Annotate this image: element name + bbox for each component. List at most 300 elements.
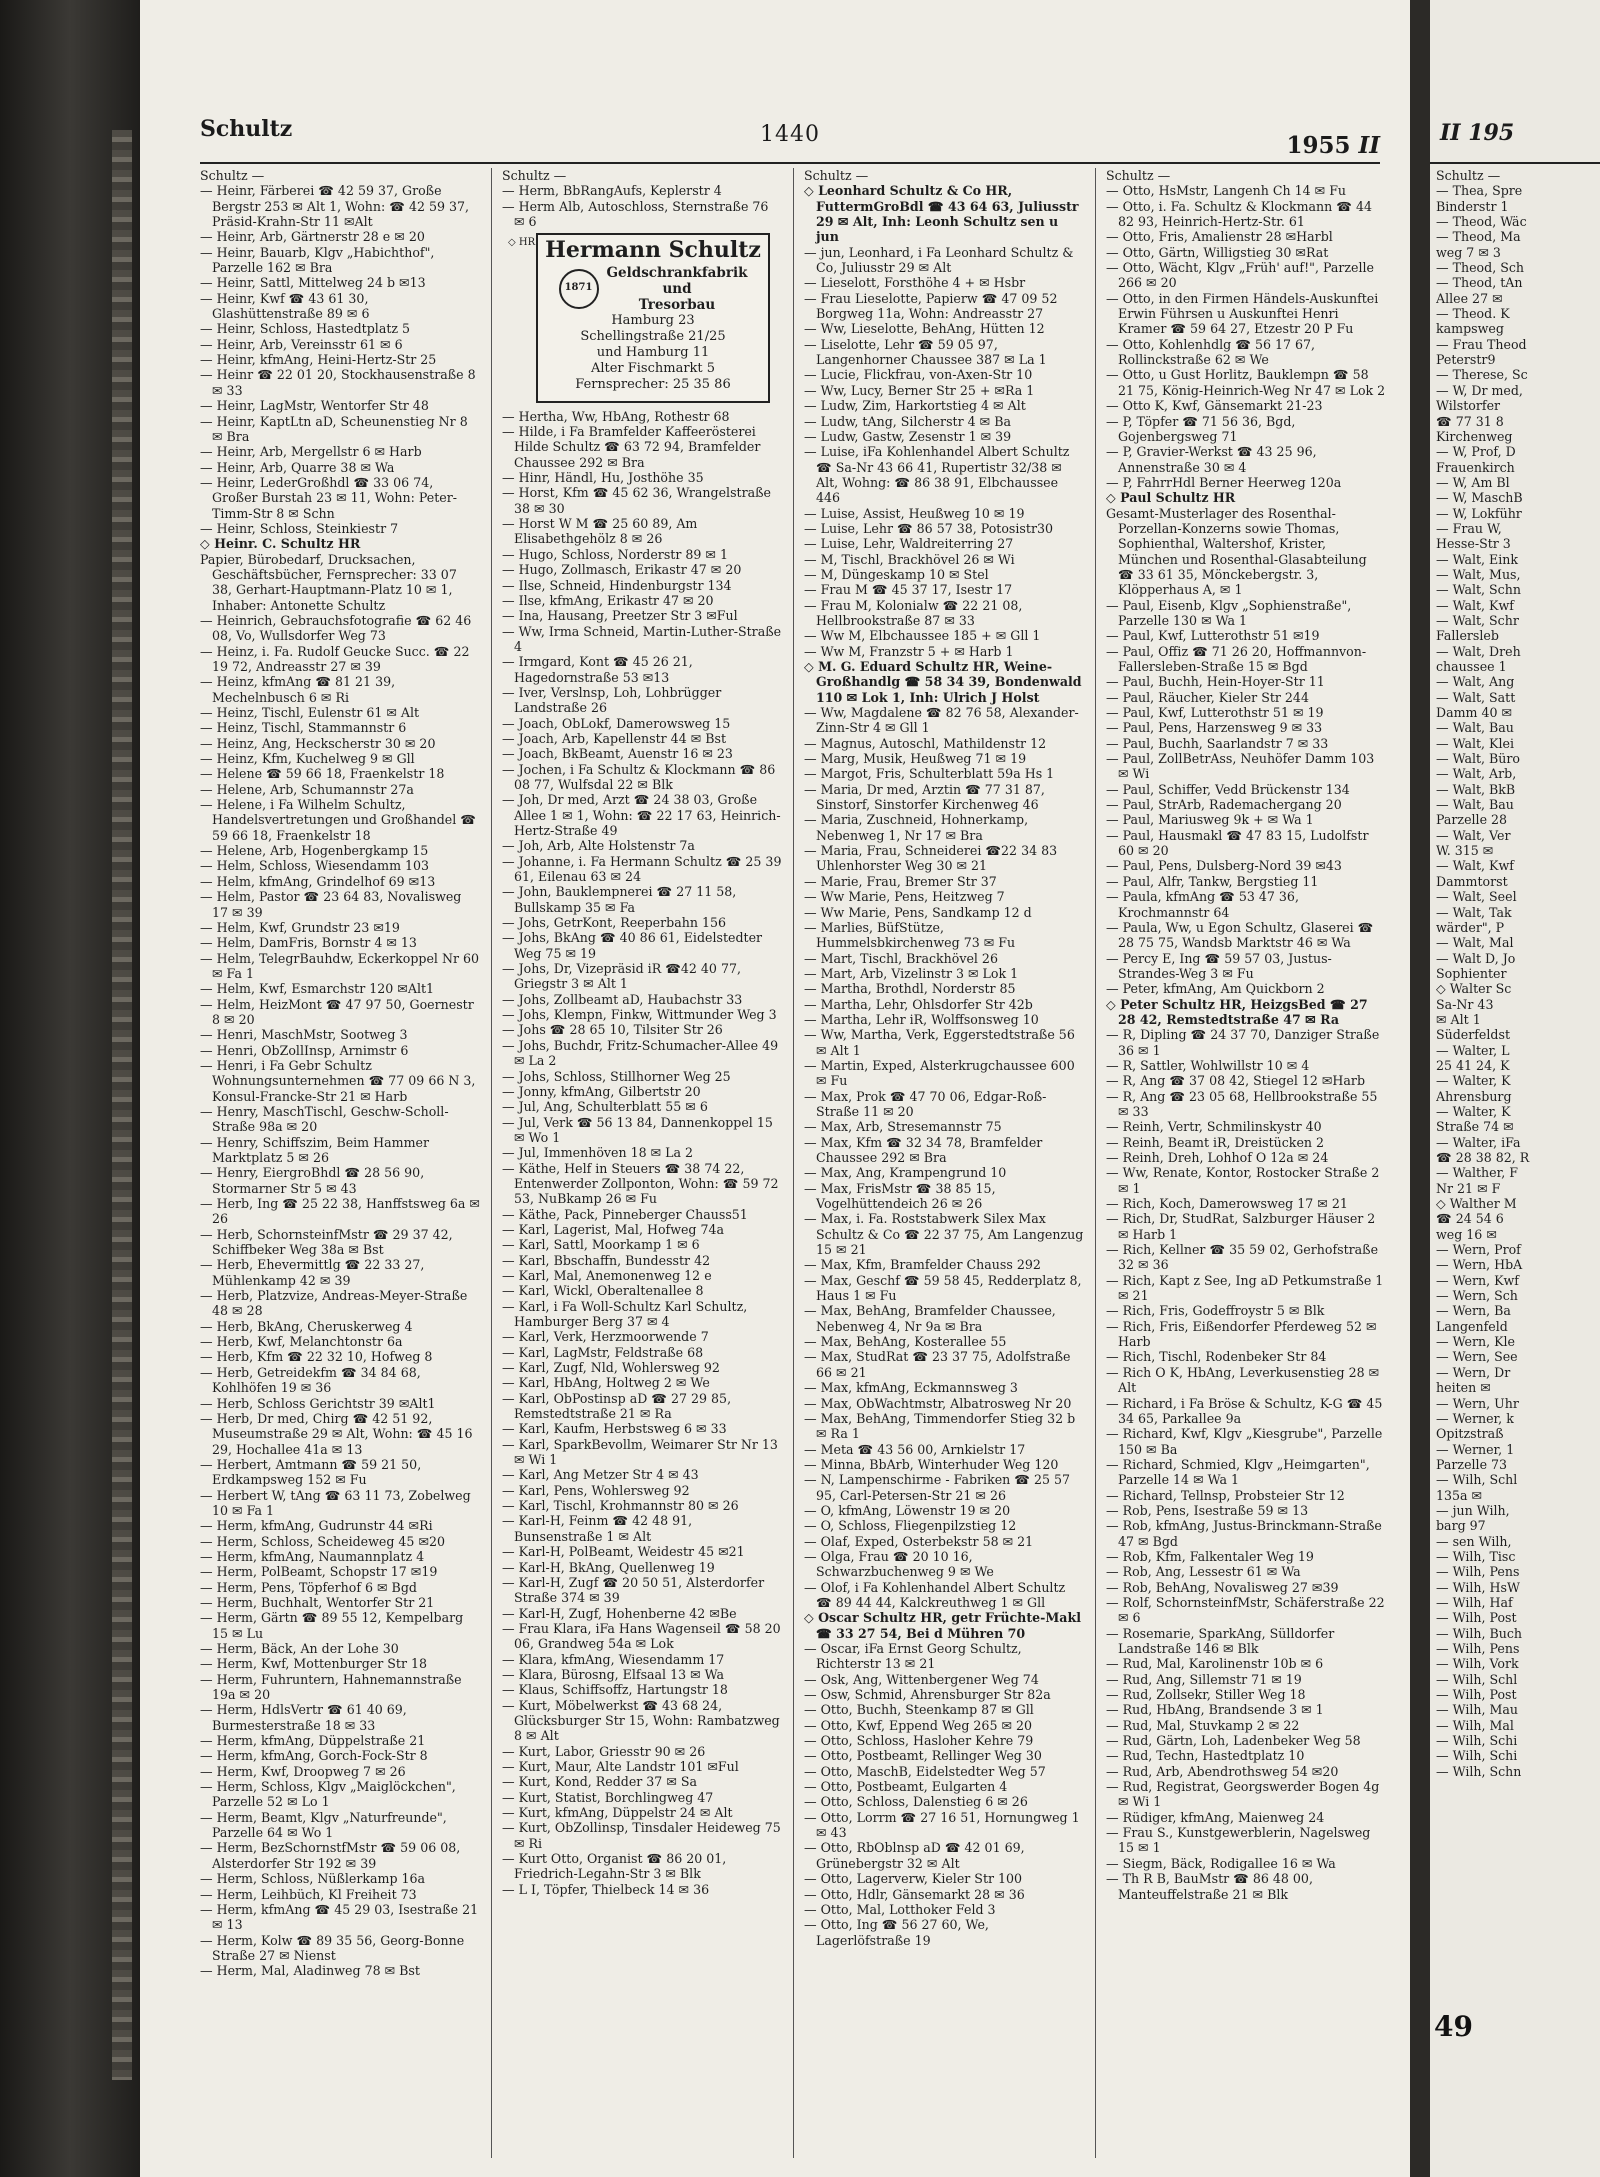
facing-page-line: — Wilh, Haf (1436, 1594, 1513, 1610)
facing-page-line: wärder", P (1436, 919, 1505, 935)
directory-entry: — Joh, Arb, Alte Holstenstr 7a (502, 838, 695, 854)
directory-entry: — Marie, Frau, Bremer Str 37 (804, 873, 997, 889)
directory-entry: Gesamt-Musterlager des Rosenthal-Porzellan-Konzerns sowie Thomas, Sophienthal, Waltershof, Krister, München und Rosenthal-Glasabteilung ☎ 33 61 35, Mönckebergstr. 3, Klöpperhaus A, ✉ 1 (1106, 505, 1367, 598)
directory-entry: — Herm, Schloss, Nüßlerkamp 16a (200, 1871, 426, 1887)
ad-city1: Hamburg 23 (611, 312, 695, 328)
directory-entry: — Olof, i Fa Kohlenhandel Albert Schultz ☎ 89 44 44, Kalckreuthweg 1 ✉ Gll (804, 1579, 1066, 1610)
directory-entry: — Rosemarie, SparkAng, Sülldorfer Landstraße 146 ✉ Blk (1106, 1625, 1335, 1656)
advertisement-box (508, 233, 770, 402)
facing-page-line: — Walt, Schn (1436, 582, 1521, 598)
directory-entry: — Heinr, kfmAng, Heini-Hertz-Str 25 (200, 352, 437, 368)
directory-entry: — Otto, Hdlr, Gänsemarkt 28 ✉ 36 (804, 1886, 1025, 1902)
directory-entry: — Paul, Kwf, Lutterothstr 51 ✉ 19 (1106, 705, 1324, 721)
directory-entry: — Johanne, i. Fa Hermann Schultz ☎ 25 39 61, Eilenau 63 ✉ 24 (502, 853, 782, 885)
directory-entry: Schultz — (502, 168, 567, 183)
directory-entry: — Karl, Sattl, Moorkamp 1 ✉ 6 (502, 1237, 700, 1253)
facing-page-line: — Walt, Kwf (1436, 858, 1514, 874)
directory-entry: — Herb, Schloss Gerichtstr 39 ✉Alt1 (200, 1395, 436, 1411)
facing-page-line: — Walt, Arb, (1436, 766, 1517, 782)
directory-entry: — Helm, Schloss, Wiesendamm 103 (200, 858, 430, 874)
directory-entry: — Karl, LagMstr, Feldstraße 68 (502, 1344, 704, 1360)
directory-entry: — Helm, Pastor ☎ 23 64 83, Novalisweg 17 ✉ 39 (200, 889, 462, 920)
directory-entry: Papier, Bürobedarf, Drucksachen, Geschäftsbücher, Fernsprecher: 33 07 38, Gerhart-Hauptmann-Platz 10 ✉ 1, Inhaber: Antonette Schultz (200, 551, 457, 613)
facing-page-line: — Wern, See (1436, 1349, 1518, 1365)
directory-entry: — Herm, Kolw ☎ 89 35 56, Georg-Bonne Straße 27 ✉ Nienst (200, 1932, 465, 1963)
directory-entry: — Liselotte, Lehr ☎ 59 05 97, Langenhorner Chaussee 387 ✉ La 1 (804, 336, 1047, 368)
directory-entry: — Herm, Buchhalt, Wentorfer Str 21 (200, 1594, 435, 1610)
facing-page-line: ☎ 77 31 8 (1436, 413, 1504, 429)
directory-entry: — Mart, Tischl, Brackhövel 26 (804, 950, 998, 966)
directory-entry: — Mart, Arb, Vizelinstr 3 ✉ Lok 1 (804, 965, 1019, 981)
facing-page-line: — W, Prof, D (1436, 444, 1516, 460)
directory-entry: — Helene ☎ 59 66 18, Fraenkelstr 18 (200, 766, 445, 782)
facing-page-line: — Walt, Mal (1436, 935, 1514, 951)
facing-page-line: — Wern, Kle (1436, 1334, 1515, 1350)
directory-entry: — Percy E, Ing ☎ 59 57 03, Justus-Strandes-Weg 3 ✉ Fu (1106, 950, 1332, 981)
facing-page-line: — Walt, Seel (1436, 889, 1517, 905)
directory-entry: — Paul, Kwf, Lutterothstr 51 ✉19 (1106, 628, 1320, 644)
directory-entry: — Kurt, Statist, Borchlingweg 47 (502, 1789, 714, 1805)
facing-page-line: — Walt, Ang (1436, 674, 1515, 690)
facing-page-line: — Therese, Sc (1436, 367, 1528, 383)
directory-entry: — Herm, PolBeamt, Schopstr 17 ✉19 (200, 1564, 438, 1580)
facing-page-line: — Wern, Prof (1436, 1242, 1521, 1258)
directory-entry: — Kurt, kfmAng, Düppelstr 24 ✉ Alt (502, 1805, 733, 1820)
directory-entry: — Paul, Buchh, Hein-Hoyer-Str 11 (1106, 674, 1325, 690)
directory-entry: — Rich, Kellner ☎ 35 59 02, Gerhofstraße 32 ✉ 36 (1106, 1242, 1379, 1273)
directory-entry: — Johs, Klempn, Finkw, Wittmunder Weg 3 (502, 1007, 777, 1023)
directory-entry: — Max, BehAng, Kosterallee 55 (804, 1334, 1007, 1350)
directory-entry: — Johs, Buchdr, Fritz-Schumacher-Allee 49 ✉ La 2 (502, 1037, 779, 1069)
directory-entry: — Karl-H, Zugf, Hohenberne 42 ✉Be (502, 1605, 737, 1621)
facing-page-line: — W, Dr med, (1436, 382, 1523, 398)
directory-entry: — Otto, RbOblnsp aD ☎ 42 01 69, Grünebergstr 32 ✉ Alt (804, 1840, 1025, 1871)
directory-entry: — M, Düngeskamp 10 ✉ Stel (804, 566, 989, 582)
facing-page-line: — Werner, k (1436, 1410, 1514, 1426)
directory-entry: — Ludw, Gastw, Zesenstr 1 ✉ 39 (804, 428, 1012, 444)
directory-entry: — Magnus, Autoschl, Mathildenstr 12 (804, 735, 1047, 751)
directory-entry: — Ilse, Schneid, Hindenburgstr 134 (502, 577, 732, 593)
ad-phone: Fernsprecher: 25 35 86 (575, 376, 731, 392)
facing-page-line: — Walt D, Jo (1436, 950, 1516, 966)
facing-page-line: ☎ 24 54 6 (1436, 1211, 1504, 1227)
facing-page-line: — Theod, tAn (1436, 275, 1523, 291)
facing-page-line: Kirchenweg (1436, 428, 1513, 444)
facing-page-line: — Walt, Eink (1436, 551, 1519, 567)
directory-entry: — N, Lampenschirme - Fabriken ☎ 25 57 95, Carl-Petersen-Str 21 ✉ 26 (804, 1472, 1071, 1503)
facing-page-line: — Walt, Mus, (1436, 566, 1521, 582)
directory-entry: — Paul, Offiz ☎ 71 26 20, Hoffmannvon-Fallersleben-Straße 15 ✉ Bgd (1106, 643, 1367, 674)
directory-entry: — Rich, Fris, Eißendorfer Pferdeweg 52 ✉ Harb (1106, 1318, 1377, 1350)
directory-page (140, 0, 1410, 2177)
ad-line2: und (662, 280, 692, 297)
directory-entry: — Herb, SchornsteinfMstr ☎ 29 37 42, Schiffbeker Weg 38a ✉ Bst (200, 1226, 453, 1258)
facing-page-line: — Wilh, Mau (1436, 1702, 1519, 1718)
directory-entry: — Rud, Gärtn, Loh, Ladenbeker Weg 58 (1106, 1733, 1361, 1749)
directory-entry: — Helm, Kwf, Esmarchstr 120 ✉Alt1 (200, 981, 435, 997)
directory-entry: — Meta ☎ 43 56 00, Arnkielstr 17 (804, 1441, 1026, 1457)
facing-page-line: — Wern, Dr (1436, 1364, 1511, 1380)
directory-entry: — Max, Geschf ☎ 59 58 45, Redderplatz 8, Haus 1 ✉ Fu (804, 1272, 1082, 1304)
facing-page-line: — Theod, Ma (1436, 229, 1521, 245)
facing-page-line: — Walt, BkB (1436, 781, 1516, 797)
directory-entry: — Otto, MaschB, Eidelstedter Weg 57 (804, 1763, 1046, 1779)
directory-entry: — Otto, Wächt, Klgv „Früh' auf!", Parzelle 266 ✉ 20 (1106, 260, 1374, 291)
directory-entry: — Joach, BkBeamt, Auenstr 16 ✉ 23 (502, 746, 733, 762)
directory-entry: — Klara, Bürosng, Elfsaal 13 ✉ Wa (502, 1666, 725, 1682)
directory-entry: — Otto K, Kwf, Gänsemarkt 21-23 (1106, 398, 1323, 414)
directory-entry: — Henri, ObZollInsp, Arnimstr 6 (200, 1042, 409, 1058)
directory-entry: — Ww, Martha, Verk, Eggerstedtstraße 56 ✉ Alt 1 (804, 1027, 1075, 1058)
directory-entry: — Ww M, Franzstr 5 + ✉ Harb 1 (804, 643, 1014, 659)
directory-entry: — Karl, SparkBevollm, Weimarer Str Nr 13 ✉ Wi 1 (502, 1436, 778, 1468)
facing-page-line: — Frau W, (1436, 520, 1502, 536)
facing-page-line: — Wilh, Schi (1436, 1748, 1518, 1764)
facing-page-line: 25 41 24, K (1436, 1057, 1510, 1073)
directory-entry: — Heinz, Ang, Heckscherstr 30 ✉ 20 (200, 735, 436, 751)
directory-entry: — Olga, Frau ☎ 20 10 16, Schwarzbuchenweg 9 ✉ We (804, 1548, 994, 1580)
facing-page-line: — Theod, Sch (1436, 260, 1525, 276)
directory-entry: — Ww, Magdalene ☎ 82 76 58, Alexander-Zinn-Str 4 ✉ Gll 1 (804, 705, 1079, 736)
book-spine-edge (0, 0, 140, 2177)
directory-entry: — Iver, Verslnsp, Loh, Lohbrügger Landstraße 26 (502, 684, 722, 716)
directory-entry: — Kurt, Kond, Redder 37 ✉ Sa (502, 1774, 698, 1790)
directory-entry: — Karl, Ang Metzer Str 4 ✉ 43 (502, 1467, 699, 1483)
directory-entry: — Max, Kfm ☎ 32 34 78, Bramfelder Chaussee 292 ✉ Bra (804, 1134, 1043, 1165)
directory-entry: ◇ Paul Schultz HR (1106, 490, 1236, 506)
facing-page-line: — Wern, Sch (1436, 1288, 1518, 1304)
directory-entry: — Maria, Frau, Schneiderei ☎22 34 83 Uhlenhorster Weg 30 ✉ 21 (804, 843, 1058, 874)
directory-entry: — Kurt, ObZollinsp, Tinsdaler Heideweg 75 ✉ Ri (502, 1820, 781, 1851)
directory-entry: — Helm, DamFris, Bornstr 4 ✉ 13 (200, 935, 417, 951)
directory-entry: — Horst, Kfm ☎ 45 62 36, Wrangelstraße 38 ✉ 30 (502, 485, 771, 516)
directory-entry: — Ww, Irma Schneid, Martin-Luther-Straße 4 (502, 623, 782, 654)
directory-entry: — Heinr, Arb, Quarre 38 ✉ Wa (200, 459, 395, 475)
directory-entry: — Rud, Mal, Karolinenstr 10b ✉ 6 (1106, 1656, 1324, 1672)
facing-page-line: 135a ✉ (1436, 1487, 1483, 1503)
directory-entry: — Richard, Schmied, Klgv „Heimgarten", Parzelle 14 ✉ Wa 1 (1106, 1456, 1370, 1488)
directory-entry: — Karl, Lagerist, Mal, Hofweg 74a (502, 1221, 725, 1237)
directory-entry: ◇ Heinr. C. Schultz HR (200, 536, 361, 552)
facing-page-line: Süderfeldst (1436, 1027, 1511, 1043)
directory-entry: — Hertha, Ww, HbAng, Rothestr 68 (502, 408, 730, 424)
directory-entry: — Otto, Ing ☎ 56 27 60, We, Lagerlöfstraße 19 (804, 1917, 989, 1948)
directory-entry: Schultz — (1106, 168, 1171, 183)
directory-entry: — Kurt Otto, Organist ☎ 86 20 01, Friedrich-Legahn-Str 3 ✉ Blk (502, 1851, 727, 1882)
column-divider (1095, 168, 1096, 2158)
facing-page-line: — W, Lokführ (1436, 505, 1522, 521)
directory-entry: ◇ Leonhard Schultz & Co HR, FuttermGroBdl ☎ 43 64 63, Juliusstr 29 ✉ Alt, Inh: Leonh Schultz sen u jun (804, 183, 1079, 245)
directory-entry: — Karl, Tischl, Krohmannstr 80 ✉ 26 (502, 1498, 739, 1514)
facing-page-line: Straße 74 ✉ (1436, 1119, 1514, 1135)
directory-entry: — Ww M, Elbchaussee 185 + ✉ Gll 1 (804, 628, 1041, 644)
facing-page-line: — Thea, Spre (1436, 183, 1523, 199)
directory-entry: — Käthe, Pack, Pinneberger Chauss51 (502, 1206, 748, 1222)
column-2-top (502, 168, 782, 229)
directory-entry: — Max, i. Fa. Roststabwerk Silex Max Schultz & Co ☎ 22 37 75, Am Langenzug 15 ✉ 21 (804, 1211, 1084, 1258)
directory-entry: — Henry, Schiffszim, Beim Hammer Marktplatz 5 ✉ 26 (200, 1134, 429, 1165)
directory-entry: ◇ Oscar Schultz HR, getr Früchte-Makl ☎ 33 27 54, Bei d Mühren 70 (804, 1610, 1081, 1641)
directory-entry: — Reinh, Vertr, Schmilinskystr 40 (1106, 1119, 1322, 1135)
directory-entry: — Karl, Mal, Anemonenweg 12 e (502, 1267, 712, 1283)
directory-entry: — Paul, Pens, Dulsberg-Nord 39 ✉43 (1106, 858, 1342, 874)
directory-entry: — Käthe, Helf in Steuers ☎ 38 74 22, Entenwerder Zollponton, Wohn: ☎ 59 72 53, NuBkamp 26 ✉ Fu (502, 1160, 779, 1207)
directory-entry: — Rich, Kapt z See, Ing aD Petkumstraße 1 ✉ 21 (1106, 1272, 1384, 1304)
directory-entry: — Heinr, LagMstr, Wentorfer Str 48 (200, 398, 429, 414)
facing-page-line: — Walt, Satt (1436, 689, 1516, 705)
directory-entry: — R, Sattler, Wohlwillstr 10 ✉ 4 (1106, 1057, 1310, 1073)
directory-entry: — Rich, Tischl, Rodenbeker Str 84 (1106, 1349, 1327, 1365)
directory-entry: — Herb, BkAng, Cheruskerweg 4 (200, 1318, 413, 1334)
directory-entry: — Rud, Zollsekr, Stiller Weg 18 (1106, 1687, 1306, 1703)
directory-entry: — Herm, Pens, Töpferhof 6 ✉ Bgd (200, 1579, 417, 1595)
directory-entry: — Helm, TelegrBauhdw, Eckerkoppel Nr 60 ✉ Fa 1 (200, 950, 480, 981)
directory-entry: — Maria, Dr med, Arztin ☎ 77 31 87, Sinstorf, Sinstorfer Kirchenweg 46 (804, 781, 1045, 813)
facing-page-line: heiten ✉ (1436, 1380, 1491, 1396)
directory-entry: — Otto, Fris, Amalienstr 28 ✉Harbl (1106, 229, 1333, 245)
facing-page-line: — Wilh, Mal (1436, 1717, 1514, 1733)
directory-entry: — Helene, i Fa Wilhelm Schultz, Handelsvertretungen und Großhandel ☎ 59 66 18, Fraenkelstr 18 (200, 797, 476, 843)
facing-page-line: weg 7 ✉ 3 (1436, 244, 1501, 260)
facing-page-line: — Walt, Büro (1436, 751, 1521, 767)
directory-entry: — Ludw, tAng, Silcherstr 4 ✉ Ba (804, 413, 1011, 429)
directory-entry: ◇ Peter Schultz HR, HeizgsBed ☎ 27 28 42, Remstedtstraße 47 ✉ Ra (1106, 996, 1368, 1027)
directory-entry: — Jonny, kfmAng, Gilbertstr 20 (502, 1083, 701, 1099)
facing-page-line: — Wilh, Post (1436, 1610, 1517, 1626)
column-2-bottom (502, 409, 782, 1897)
directory-entry: — Otto, in den Firmen Händels-Auskunftei Erwin Führsen u Auskunftei Henri Kramer ☎ 59 64 27, Etzestr 20 P Fu (1106, 290, 1379, 337)
directory-entry: — Otto, u Gust Horlitz, Bauklempn ☎ 58 21 75, König-Heinrich-Weg Nr 47 ✉ Lok 2 (1106, 367, 1386, 398)
directory-entry: — Herm, Bäck, An der Lohe 30 (200, 1641, 399, 1656)
directory-entry: — Hinr, Händl, Hu, Josthöhe 35 (502, 470, 704, 486)
directory-entry: — Max, Ang, Krampengrund 10 (804, 1165, 1007, 1181)
directory-entry: — Martha, Brothdl, Norderstr 85 (804, 981, 1016, 997)
header-year-volume (1286, 132, 1380, 159)
directory-entry: — Johs ☎ 28 65 10, Tilsiter Str 26 (502, 1022, 723, 1038)
ad-marker: ◇ HR (508, 237, 536, 249)
directory-entry: — Herb, Kfm ☎ 22 32 10, Hofweg 8 (200, 1349, 433, 1365)
facing-page-line: Peterstr9 (1436, 352, 1496, 368)
facing-page-line: Fallersleb (1436, 628, 1499, 644)
directory-entry: — Herb, Getreidekfm ☎ 34 84 68, Kohlhöfen 19 ✉ 36 (200, 1364, 421, 1396)
facing-page-line: — W, MaschB (1436, 490, 1523, 506)
directory-entry: — P, Töpfer ☎ 71 56 36, Bgd, Gojenbergsweg 71 (1106, 413, 1296, 444)
facing-page-line: Nr 21 ✉ F (1436, 1180, 1501, 1196)
facing-page-line: — W, Am Bl (1436, 474, 1510, 490)
facing-page-line: — Walt, Dreh (1436, 643, 1521, 659)
directory-entry: — Paul, Schiffer, Vedd Brückenstr 134 (1106, 781, 1350, 797)
directory-entry: — Paul, ZollBetrAss, Neuhöfer Damm 103 ✉ Wi (1106, 751, 1375, 782)
directory-entry: — Rob, BehAng, Novalisweg 27 ✉39 (1106, 1579, 1339, 1595)
facing-page-line: — Wilh, Vork (1436, 1656, 1519, 1672)
directory-entry: — Rud, Arb, Abendrothsweg 54 ✉20 (1106, 1763, 1339, 1779)
facing-page-line: — Wern, Ba (1436, 1303, 1511, 1319)
directory-entry: — Oscar, iFa Ernst Georg Schultz, Richterstr 13 ✉ 21 (804, 1641, 1022, 1672)
directory-entry: — Minna, BbArb, Winterhuder Weg 120 (804, 1456, 1059, 1472)
directory-entry: — Luise, Lehr ☎ 86 57 38, Potosistr30 (804, 520, 1053, 536)
directory-entry: — Herm, Schloss, Klgv „Maiglöckchen", Parzelle 52 ✉ Lo 1 (200, 1779, 456, 1810)
directory-entry: Schultz — (804, 168, 869, 183)
directory-entry: — Heinz, Tischl, Stammannstr 6 (200, 720, 407, 736)
column-1 (200, 168, 480, 2158)
directory-entry: — Herm, Kwf, Mottenburger Str 18 (200, 1656, 428, 1672)
directory-entry: — Ww, Renate, Kontor, Rostocker Straße 2 ✉ 1 (1106, 1165, 1380, 1196)
directory-entry: — Herm, kfmAng, Naumannplatz 4 (200, 1548, 425, 1564)
directory-entry: — Klara, kfmAng, Wiesendamm 17 (502, 1651, 725, 1667)
directory-entry: — Heinr, Arb, Gärtnerstr 28 e ✉ 20 (200, 229, 425, 245)
directory-entry: — Henri, i Fa Gebr Schultz Wohnungsunternehmen ☎ 77 09 66 N 3, Konsul-Francke-Str 21 ✉ Harb (200, 1057, 476, 1104)
directory-entry: — Heinr, Arb, Vereinsstr 61 ✉ 6 (200, 336, 403, 352)
facing-page-line: Wilstorfer (1436, 398, 1501, 414)
directory-entry: — Hilde, i Fa Bramfelder Kaffeerösterei Hilde Schultz ☎ 63 72 94, Bramfelder Chaussee 292 ✉ Bra (502, 424, 761, 470)
directory-entry: — jun, Leonhard, i Fa Leonhard Schultz & Co, Juliusstr 29 ✉ Alt (804, 244, 1074, 276)
facing-page-number: 49 (1434, 2010, 1473, 2043)
directory-entry: — Karl, ObPostinsp aD ☎ 27 29 85, Remstedtstraße 21 ✉ Ra (502, 1390, 732, 1422)
facing-page-line: — Wilh, Schi (1436, 1733, 1518, 1749)
header-year: 1955 (1286, 132, 1351, 159)
directory-entry: — Herm, Gärtn ☎ 89 55 12, Kempelbarg 15 ✉ Lu (200, 1610, 464, 1641)
facing-page-line: — Wilh, Schl (1436, 1671, 1518, 1687)
facing-page-line: Hesse-Str 3 (1436, 536, 1511, 552)
directory-entry: — Otto, Kwf, Eppend Weg 265 ✉ 20 (804, 1717, 1033, 1733)
facing-page-line: Parzelle 73 (1436, 1456, 1508, 1472)
directory-entry: — Reinh, Beamt iR, Dreistücken 2 (1106, 1134, 1325, 1150)
directory-entry: — Herm, kfmAng, Düppelstraße 21 (200, 1733, 426, 1749)
directory-entry: — Karl-H, BkAng, Quellenweg 19 (502, 1559, 715, 1575)
directory-entry: — Kurt, Möbelwerkst ☎ 43 68 24, Glücksburger Str 15, Wohn: Rambatzweg 8 ✉ Alt (502, 1697, 780, 1744)
directory-entry: — Herm, kfmAng, Gorch-Fock-Str 8 (200, 1748, 428, 1764)
directory-entry: — O, Schloss, Fliegenpilzstieg 12 (804, 1518, 1017, 1534)
directory-entry: — Luise, Assist, Heußweg 10 ✉ 19 (804, 505, 1025, 521)
directory-entry: — Herm, kfmAng ☎ 45 29 03, Isestraße 21 ✉ 13 (200, 1901, 479, 1933)
directory-entry: — Heinr, Kwf ☎ 43 61 30, Glashüttenstraße 89 ✉ 6 (200, 290, 370, 322)
facing-page-column (1436, 168, 1600, 1779)
directory-entry: — Herb, Platzvize, Andreas-Meyer-Straße 48 ✉ 28 (200, 1288, 468, 1319)
directory-entry: — Ww, Lieselotte, BehAng, Hütten 12 (804, 321, 1045, 337)
column-divider (793, 168, 794, 2158)
directory-entry: — Herm, Kwf, Droopweg 7 ✉ 26 (200, 1763, 406, 1779)
facing-page-line: — Walt, Kwf (1436, 597, 1514, 613)
facing-page-line: Allee 27 ✉ (1436, 290, 1503, 306)
directory-entry: — R, Dipling ☎ 24 37 70, Danziger Straße 36 ✉ 1 (1106, 1027, 1380, 1058)
directory-entry: — Paul, StrArb, Rademachergang 20 (1106, 797, 1342, 813)
directory-entry: — Frau M ☎ 45 37 17, Isestr 17 (804, 582, 1013, 598)
facing-page-line: — Wilh, Pens (1436, 1564, 1520, 1580)
directory-entry: — Paul, Hausmakl ☎ 47 83 15, Ludolfstr 60 ✉ 20 (1106, 827, 1369, 859)
directory-entry: — Max, FrisMstr ☎ 38 85 15, Vogelhüttendeich 26 ✉ 26 (804, 1180, 996, 1212)
directory-entry: — Ludw, Zim, Harkortstieg 4 ✉ Alt (804, 398, 1026, 414)
directory-entry: — Lucie, Flickfrau, von-Axen-Str 10 (804, 367, 1033, 383)
facing-page-line: ◇ Walter Sc (1436, 981, 1512, 997)
facing-page-line: — Walt, Ver (1436, 827, 1511, 843)
directory-entry: — Th R B, BauMstr ☎ 86 48 00, Manteuffelstraße 21 ✉ Blk (1106, 1871, 1313, 1902)
page-header (200, 112, 1380, 164)
directory-entry: — Otto, Schloss, Hasloher Kehre 79 (804, 1733, 1034, 1749)
directory-entry: — Rud, Ang, Sillemstr 71 ✉ 19 (1106, 1671, 1302, 1687)
directory-entry: — Maria, Zuschneid, Hohnerkamp, Nebenweg 1, Nr 17 ✉ Bra (804, 812, 1029, 843)
facing-page-line: — Wilh, Buch (1436, 1625, 1523, 1641)
column-divider (491, 168, 492, 2158)
facing-page-line: — Walter, K (1436, 1103, 1511, 1119)
column-3 (804, 168, 1084, 2158)
directory-entry: — Hugo, Schloss, Norderstr 89 ✉ 1 (502, 546, 728, 562)
directory-entry: — Max, Arb, Stresemannstr 75 (804, 1119, 1002, 1135)
directory-entry: — Herm, Leihbüch, Kl Freiheit 73 (200, 1886, 417, 1902)
directory-entry: — Rob, Ang, Lessestr 61 ✉ Wa (1106, 1564, 1301, 1580)
directory-entry: — Martha, Lehr iR, Wolffsonsweg 10 (804, 1011, 1039, 1027)
facing-page-line: Parzelle 28 (1436, 812, 1508, 828)
directory-entry: — Henri, MaschMstr, Sootweg 3 (200, 1027, 408, 1043)
directory-entry: — Otto, Lorrm ☎ 27 16 51, Hornungweg 1 ✉ 43 (804, 1809, 1080, 1841)
directory-entry: — Rich, Koch, Damerowsweg 17 ✉ 21 (1106, 1196, 1348, 1212)
facing-page-line: — Werner, 1 (1436, 1441, 1515, 1457)
directory-entry: — Karl, Zugf, Nld, Wohlersweg 92 (502, 1360, 720, 1376)
directory-entry: — Rich, Dr, StudRat, Salzburger Häuser 2 ✉ Harb 1 (1106, 1211, 1376, 1242)
ad-city2: und Hamburg 11 (596, 344, 710, 360)
directory-entry: — Peter, kfmAng, Am Quickborn 2 (1106, 981, 1325, 997)
directory-entry: — Paul, Räucher, Kieler Str 244 (1106, 689, 1309, 705)
directory-entry: — Helm, kfmAng, Grindelhof 69 ✉13 (200, 873, 436, 889)
facing-page-line: Schultz — (1436, 168, 1501, 183)
facing-page-line: Dammtorst (1436, 873, 1508, 889)
directory-entry: — Joh, Dr med, Arzt ☎ 24 38 03, Große Allee 1 ✉ 1, Wohn: ☎ 22 17 63, Heinrich-Hertz-Straße 49 (502, 792, 781, 838)
facing-page-line: — jun Wilh, (1436, 1502, 1510, 1518)
facing-page-line: Opitzstraß (1436, 1426, 1504, 1442)
directory-entry: — Otto, Mal, Lotthoker Feld 3 (804, 1901, 996, 1917)
facing-page-line: — Frau Theod (1436, 336, 1527, 352)
directory-entry: — Heinz, Kfm, Kuchelweg 9 ✉ Gll (200, 751, 415, 767)
directory-entry: — Ww Marie, Pens, Sandkamp 12 d (804, 904, 1032, 920)
directory-entry: — Irmgard, Kont ☎ 45 26 21, Hagedornstraße 53 ✉13 (502, 654, 693, 685)
directory-entry: — Max, BehAng, Timmendorfer Stieg 32 b ✉ Ra 1 (804, 1410, 1076, 1442)
directory-entry: — Max, StudRat ☎ 23 37 75, Adolfstraße 66 ✉ 21 (804, 1349, 1071, 1380)
directory-entry: — Helm, HeizMont ☎ 47 97 50, Goernestr 8 ✉ 20 (200, 996, 474, 1027)
facing-page-line: — sen Wilh, (1436, 1533, 1512, 1549)
directory-entry: — Joach, Arb, Kapellenstr 44 ✉ Bst (502, 730, 727, 746)
directory-entry: — L I, Töpfer, Thielbeck 14 ✉ 36 (502, 1881, 710, 1897)
directory-entry: — Margot, Fris, Schulterblatt 59a Hs 1 (804, 766, 1055, 782)
directory-entry: — Klaus, Schiffsoffz, Hartungstr 18 (502, 1682, 728, 1698)
directory-entry: — Otto, Postbeamt, Rellinger Weg 30 (804, 1748, 1042, 1764)
directory-entry: — Siegm, Bäck, Rodigallee 16 ✉ Wa (1106, 1855, 1336, 1871)
column-4 (1106, 168, 1386, 2158)
facing-page-line: — Wern, Kwf (1436, 1272, 1519, 1288)
directory-entry: — Johs, BkAng ☎ 40 86 61, Eidelstedter Weg 75 ✉ 19 (502, 930, 763, 961)
directory-entry: — Henry, EiergroBhdl ☎ 28 56 90, Stormarner Str 5 ✉ 43 (200, 1165, 425, 1196)
facing-page-rule (1430, 162, 1600, 164)
facing-page-line: Ahrensburg (1436, 1088, 1512, 1104)
facing-page-line: Binderstr 1 (1436, 198, 1509, 214)
directory-entry: — Herb, Dr med, Chirg ☎ 42 51 92, Museumstraße 29 ✉ Alt, Wohn: ☎ 45 16 29, Hochallee 41a ✉ 13 (200, 1410, 473, 1457)
directory-entry: — Frau Klara, iFa Hans Wagenseil ☎ 58 20 06, Grandweg 54a ✉ Lok (502, 1620, 781, 1652)
directory-entry: — Herm, Beamt, Klgv „Naturfreunde", Parzelle 64 ✉ Wo 1 (200, 1809, 447, 1841)
facing-page-line: Sa-Nr 43 (1436, 996, 1494, 1012)
directory-entry: — Helm, Kwf, Grundstr 23 ✉19 (200, 919, 400, 935)
facing-page-line: Sophienter (1436, 965, 1507, 981)
facing-page-line: — Wilh, Post (1436, 1687, 1517, 1703)
facing-page-line: — Wilh, Pens (1436, 1641, 1520, 1656)
facing-page-line: Frauenkirch (1436, 459, 1515, 475)
directory-entry: — Heinz, kfmAng ☎ 81 21 39, Mechelnbusch 6 ✉ Ri (200, 674, 396, 705)
directory-entry: — Lieselott, Forsthöhe 4 + ✉ Hsbr (804, 275, 1026, 291)
directory-entry: — R, Ang ☎ 23 05 68, Hellbrookstraße 55 ✉ 33 (1106, 1088, 1378, 1119)
directory-entry: ◇ M. G. Eduard Schultz HR, Weine-Großhandlg ☎ 58 34 39, Bondenwald 110 ✉ Lok 1, Inh: Ulrich J Holst (804, 659, 1082, 705)
directory-entry: — Heinrich, Gebrauchsfotografie ☎ 62 46 08, Vo, Wullsdorfer Weg 73 (200, 612, 472, 644)
facing-page-line: barg 97 (1436, 1518, 1486, 1534)
directory-entry: — Otto, Postbeamt, Eulgarten 4 (804, 1779, 1008, 1795)
directory-entry: — Rich, Fris, Godeffroystr 5 ✉ Blk (1106, 1303, 1325, 1319)
directory-entry: — Paul, Mariusweg 9k + ✉ Wa 1 (1106, 812, 1314, 828)
